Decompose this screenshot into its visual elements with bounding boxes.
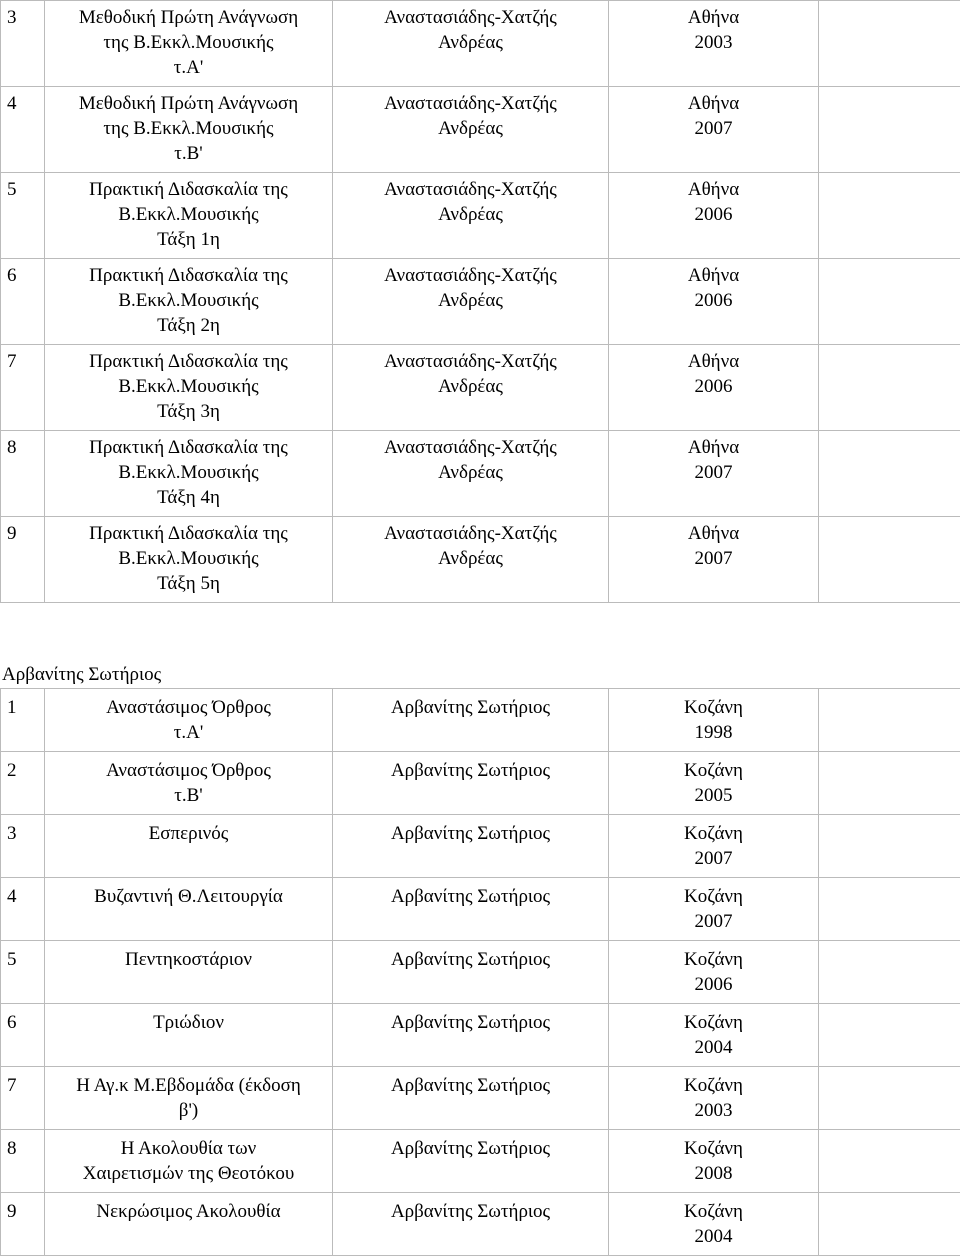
book-title-line: Χαιρετισμών της Θεοτόκου (51, 1161, 326, 1186)
empty-cell (819, 431, 960, 517)
empty-cell (819, 1, 960, 87)
book-author-line: Αρβανίτης Σωτήριος (339, 821, 602, 846)
book-title-line: Β.Εκκλ.Μουσικής (51, 374, 326, 399)
book-author (333, 1130, 609, 1193)
publication-year: 1998 (615, 720, 812, 745)
book-title-line: β') (51, 1098, 326, 1123)
row-number-text: 7 (7, 1073, 38, 1098)
book-author-line: Ανδρέας (339, 288, 602, 313)
row-number (1, 1130, 45, 1193)
book-author-line: Αναστασιάδης-Χατζής (339, 435, 602, 460)
book-author-line: Ανδρέας (339, 460, 602, 485)
book-title-line: Τάξη 5η (51, 571, 326, 596)
table-row (1, 1067, 960, 1130)
publication-place: Κοζάνη (615, 821, 812, 846)
book-title (45, 1193, 333, 1256)
publication-year: 2006 (615, 202, 812, 227)
publication-year: 2006 (615, 374, 812, 399)
publication-year: 2004 (615, 1035, 812, 1060)
book-author-line: Ανδρέας (339, 202, 602, 227)
book-title (45, 1067, 333, 1130)
publication-info (609, 173, 819, 259)
book-author-line: Αρβανίτης Σωτήριος (339, 1199, 602, 1224)
publication-place: Κοζάνη (615, 884, 812, 909)
empty-cell (819, 259, 960, 345)
empty-cell (819, 87, 960, 173)
publication-year: 2007 (615, 846, 812, 871)
book-title-line: Πρακτική Διδασκαλία της (51, 263, 326, 288)
book-title (45, 815, 333, 878)
book-title-line: Πρακτική Διδασκαλία της (51, 349, 326, 374)
publication-info (609, 259, 819, 345)
table-row (1, 431, 960, 517)
publication-year: 2007 (615, 460, 812, 485)
book-author-line: Αναστασιάδης-Χατζής (339, 177, 602, 202)
book-author-line: Αρβανίτης Σωτήριος (339, 947, 602, 972)
book-author-line: Ανδρέας (339, 30, 602, 55)
empty-cell (819, 1130, 960, 1193)
book-author (333, 1004, 609, 1067)
publication-place: Κοζάνη (615, 1010, 812, 1035)
row-number-text: 3 (7, 821, 38, 846)
book-title-line: Τάξη 3η (51, 399, 326, 424)
publication-place: Κοζάνη (615, 1199, 812, 1224)
publication-info (609, 878, 819, 941)
table-row (1, 1, 960, 87)
book-author (333, 173, 609, 259)
publication-place: Αθήνα (615, 521, 812, 546)
book-author-line: Αναστασιάδης-Χατζής (339, 91, 602, 116)
row-number-text: 4 (7, 91, 38, 116)
book-title (45, 345, 333, 431)
table-row (1, 517, 960, 603)
book-title-line: τ.Α' (51, 720, 326, 745)
book-title (45, 517, 333, 603)
publication-year: 2004 (615, 1224, 812, 1249)
book-author (333, 689, 609, 752)
empty-cell (819, 689, 960, 752)
book-title-line: Πρακτική Διδασκαλία της (51, 521, 326, 546)
book-title-line: Τάξη 4η (51, 485, 326, 510)
table-row (1, 815, 960, 878)
table-row (1, 941, 960, 1004)
publication-place: Αθήνα (615, 435, 812, 460)
book-author (333, 941, 609, 1004)
table-row (1, 345, 960, 431)
row-number-text: 5 (7, 947, 38, 972)
book-title-line: Τάξη 2η (51, 313, 326, 338)
row-number (1, 345, 45, 431)
book-author (333, 752, 609, 815)
book-author (333, 1, 609, 87)
row-number-text: 8 (7, 435, 38, 460)
book-author-line: Αρβανίτης Σωτήριος (339, 1136, 602, 1161)
book-author-line: Ανδρέας (339, 546, 602, 571)
publication-year: 2006 (615, 972, 812, 997)
book-title-line: Αναστάσιμος Όρθρος (51, 758, 326, 783)
publication-place: Αθήνα (615, 349, 812, 374)
row-number (1, 941, 45, 1004)
empty-cell (819, 173, 960, 259)
publication-place: Κοζάνη (615, 695, 812, 720)
row-number (1, 431, 45, 517)
publication-place: Κοζάνη (615, 758, 812, 783)
row-number (1, 689, 45, 752)
row-number (1, 815, 45, 878)
publication-year: 2008 (615, 1161, 812, 1186)
publication-place: Αθήνα (615, 263, 812, 288)
book-title-line: τ.Β' (51, 783, 326, 808)
book-title-line: Η Ακολουθία των (51, 1136, 326, 1161)
book-title (45, 689, 333, 752)
book-title-line: Β.Εκκλ.Μουσικής (51, 460, 326, 485)
publication-year: 2005 (615, 783, 812, 808)
book-author-line: Αναστασιάδης-Χατζής (339, 521, 602, 546)
book-title-line: Β.Εκκλ.Μουσικής (51, 288, 326, 313)
book-author-line: Αναστασιάδης-Χατζής (339, 5, 602, 30)
row-number-text: 3 (7, 5, 38, 30)
row-number (1, 1067, 45, 1130)
row-number (1, 1004, 45, 1067)
book-title-line: Νεκρώσιμος Ακολουθία (51, 1199, 326, 1224)
empty-cell (819, 815, 960, 878)
table-row (1, 1130, 960, 1193)
publication-place: Κοζάνη (615, 947, 812, 972)
book-author-line: Αναστασιάδης-Χατζής (339, 263, 602, 288)
row-number (1, 1193, 45, 1256)
empty-cell (819, 517, 960, 603)
publication-year: 2006 (615, 288, 812, 313)
book-title-line: Β.Εκκλ.Μουσικής (51, 202, 326, 227)
publication-info (609, 1, 819, 87)
book-title-line: Πρακτική Διδασκαλία της (51, 435, 326, 460)
publication-info (609, 345, 819, 431)
row-number (1, 259, 45, 345)
book-title (45, 87, 333, 173)
publication-year: 2003 (615, 30, 812, 55)
book-title (45, 431, 333, 517)
book-title (45, 752, 333, 815)
publication-info (609, 87, 819, 173)
publication-year: 2007 (615, 546, 812, 571)
publication-info (609, 1004, 819, 1067)
publication-place: Αθήνα (615, 5, 812, 30)
row-number (1, 1, 45, 87)
row-number-text: 9 (7, 521, 38, 546)
empty-cell (819, 878, 960, 941)
table-row (1, 173, 960, 259)
book-author-line: Αρβανίτης Σωτήριος (339, 1010, 602, 1035)
publication-year: 2003 (615, 1098, 812, 1123)
book-author (333, 1193, 609, 1256)
row-number-text: 6 (7, 1010, 38, 1035)
publication-info (609, 815, 819, 878)
book-author (333, 517, 609, 603)
book-title-line: Βυζαντινή Θ.Λειτουργία (51, 884, 326, 909)
book-title (45, 941, 333, 1004)
publication-place: Κοζάνη (615, 1136, 812, 1161)
row-number-text: 7 (7, 349, 38, 374)
row-number-text: 4 (7, 884, 38, 909)
book-title (45, 1004, 333, 1067)
book-author-line: Ανδρέας (339, 116, 602, 141)
book-author (333, 259, 609, 345)
publication-info (609, 689, 819, 752)
book-author (333, 87, 609, 173)
book-author (333, 1067, 609, 1130)
book-title-line: της Β.Εκκλ.Μουσικής (51, 116, 326, 141)
book-author-line: Αρβανίτης Σωτήριος (339, 884, 602, 909)
book-title-line: τ.Β' (51, 141, 326, 166)
table-row (1, 1004, 960, 1067)
empty-cell (819, 941, 960, 1004)
book-title-line: Πρακτική Διδασκαλία της (51, 177, 326, 202)
book-author (333, 878, 609, 941)
book-title (45, 1, 333, 87)
row-number (1, 517, 45, 603)
books-table-arvanitis (0, 688, 960, 1256)
book-author-line: Αρβανίτης Σωτήριος (339, 695, 602, 720)
book-author (333, 815, 609, 878)
row-number-text: 2 (7, 758, 38, 783)
publication-info (609, 1130, 819, 1193)
book-author-line: Αναστασιάδης-Χατζής (339, 349, 602, 374)
row-number-text: 8 (7, 1136, 38, 1161)
publication-year: 2007 (615, 909, 812, 934)
table-row (1, 87, 960, 173)
publication-info (609, 941, 819, 1004)
publication-info (609, 752, 819, 815)
book-title (45, 173, 333, 259)
publication-place: Κοζάνη (615, 1073, 812, 1098)
row-number-text: 5 (7, 177, 38, 202)
row-number-text: 1 (7, 695, 38, 720)
publication-info (609, 1193, 819, 1256)
book-title (45, 259, 333, 345)
book-title-line: Μεθοδική Πρώτη Ανάγνωση (51, 5, 326, 30)
publication-year: 2007 (615, 116, 812, 141)
book-title-line: Τάξη 1η (51, 227, 326, 252)
publication-place: Αθήνα (615, 91, 812, 116)
empty-cell (819, 1004, 960, 1067)
publication-info (609, 1067, 819, 1130)
publication-info (609, 517, 819, 603)
book-author-line: Αρβανίτης Σωτήριος (339, 758, 602, 783)
book-title-line: τ.Α' (51, 55, 326, 80)
empty-cell (819, 1067, 960, 1130)
row-number (1, 752, 45, 815)
row-number-text: 6 (7, 263, 38, 288)
table-row (1, 259, 960, 345)
book-author (333, 431, 609, 517)
section-heading-author: Αρβανίτης Σωτήριος (2, 662, 161, 687)
book-title-line: Η Αγ.κ Μ.Εβδομάδα (έκδοση (51, 1073, 326, 1098)
book-title-line: Β.Εκκλ.Μουσικής (51, 546, 326, 571)
table-row (1, 689, 960, 752)
book-title-line: της Β.Εκκλ.Μουσικής (51, 30, 326, 55)
row-number (1, 878, 45, 941)
publication-place: Αθήνα (615, 177, 812, 202)
book-title-line: Αναστάσιμος Όρθρος (51, 695, 326, 720)
table-row (1, 878, 960, 941)
book-title-line: Τριώδιον (51, 1010, 326, 1035)
book-author-line: Αρβανίτης Σωτήριος (339, 1073, 602, 1098)
publication-info (609, 431, 819, 517)
book-title-line: Εσπερινός (51, 821, 326, 846)
row-number (1, 87, 45, 173)
book-title-line: Πεντηκοστάριον (51, 947, 326, 972)
book-title-line: Μεθοδική Πρώτη Ανάγνωση (51, 91, 326, 116)
books-table-anastasiadis (0, 0, 960, 603)
book-author-line: Ανδρέας (339, 374, 602, 399)
empty-cell (819, 752, 960, 815)
empty-cell (819, 1193, 960, 1256)
row-number (1, 173, 45, 259)
book-title (45, 878, 333, 941)
table-row (1, 752, 960, 815)
book-title (45, 1130, 333, 1193)
empty-cell (819, 345, 960, 431)
book-author (333, 345, 609, 431)
table-row (1, 1193, 960, 1256)
row-number-text: 9 (7, 1199, 38, 1224)
